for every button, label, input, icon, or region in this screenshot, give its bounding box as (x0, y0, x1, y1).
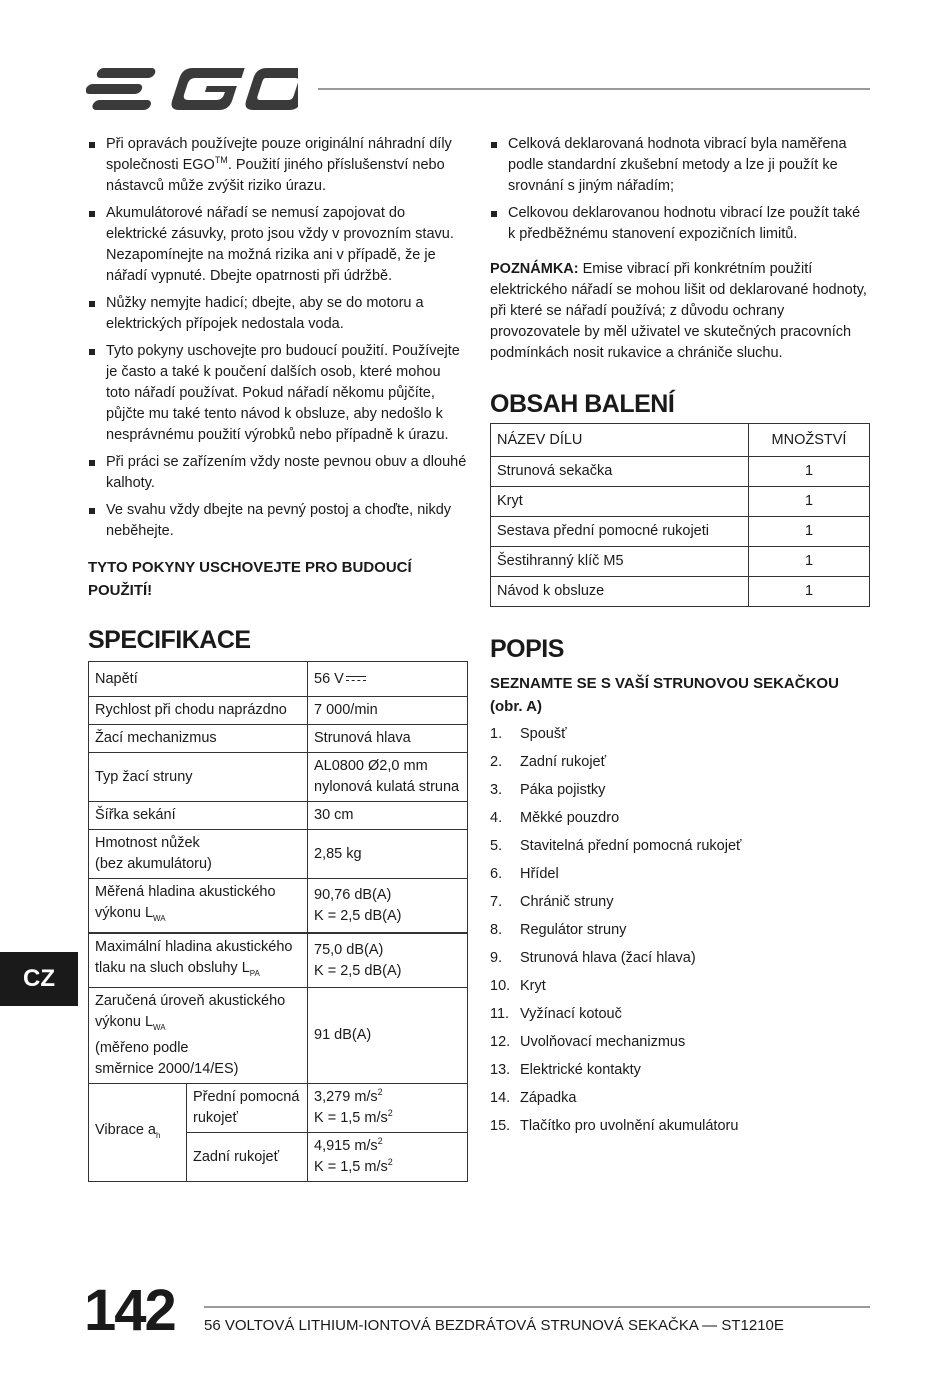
contents-title: OBSAH BALENÍ (490, 390, 675, 418)
list-item: Při práci se zařízením vždy noste pevnou obuv a dlouhé kalhoty. (88, 452, 468, 494)
description-subtitle: SEZNAMTE SE S VAŠÍ STRUNOVOU SEKAČKOU (obr. A) (490, 675, 839, 715)
table-row (491, 457, 870, 487)
table-cell: Typ žací struny (89, 753, 308, 802)
table-cell: Měřená hladina akustického výkonu $L_{WA}$ (89, 879, 308, 934)
list-item: Nůžky nemyjte hadicí; dbejte, aby se do motoru a elektrických přípojek nedostala voda. (88, 293, 468, 335)
table-cell: 1 (749, 517, 870, 547)
table-cell: 2,85 kg (308, 830, 468, 879)
vibration-note: POZNÁMKA: Emise vibrací při konkrétním použití elektrického nářadí se mohou lišit od deklarované hodnoty, při které se nářadí používá; z důvodu ochrany provozovatele by měl uživatel ve skutečných pracovních podmínkách nosit rukavice a chrániče sluchu. (490, 261, 867, 361)
left-column (88, 134, 468, 1182)
table-cell: Sestava přední pomocné rukojeti (491, 517, 749, 547)
table-cell: Maximální hladina akustického tlaku na sluch obsluhy $L_{PA}$ (89, 933, 308, 988)
table-cell: Strunová hlava (308, 725, 468, 753)
table-cell: 1 (749, 457, 870, 487)
table-row (89, 697, 468, 725)
table-cell: Kryt (491, 487, 749, 517)
table-row (89, 753, 468, 802)
parts-list (490, 724, 870, 1137)
table-row (89, 662, 468, 697)
list-item: 8. Regulátor struny (490, 922, 627, 938)
table-cell: 91 dB(A) (308, 988, 468, 1084)
spec-title: SPECIFIKACE (88, 626, 251, 654)
ego-logo (86, 64, 298, 114)
vibration-bullets (490, 134, 870, 245)
table-cell: 90,76 dB(A) K = 2,5 dB(A) (308, 879, 468, 934)
table-cell: Zaručená úroveň akustického výkonu $L_{WA}$ (měřeno podle směrnice 2000/14/ES) (89, 988, 308, 1084)
list-item: Celkovou deklarovanou hodnotu vibrací lze použít také k předběžnému stanovení expozičních limitů. (490, 203, 870, 245)
table-cell: Rychlost při chodu naprázdno (89, 697, 308, 725)
table-cell: Strunová sekačka (491, 457, 749, 487)
table-cell: 56 V (308, 662, 468, 697)
list-item: 7. Chránič struny (490, 894, 614, 910)
table-row (89, 988, 468, 1084)
list-item: 12. Uvolňovací mechanizmus (490, 1034, 686, 1050)
safety-bullets (88, 134, 468, 542)
table-cell: 7 000/min (308, 697, 468, 725)
table-cell: AL0800 Ø2,0 mm nylonová kulatá struna (308, 753, 468, 802)
table-cell: Šestihranný klíč M5 (491, 547, 749, 577)
table-header-row (491, 424, 870, 457)
table-row (89, 933, 468, 988)
list-item: 11. Vyžínací kotouč (490, 1006, 622, 1022)
table-row (89, 879, 468, 934)
table-cell: 30 cm (308, 802, 468, 830)
list-item: Při opravách používejte pouze originální náhradní díly společnosti EGO™. Použití jiného příslušenství nebo nástavců může zvýšit riziko úrazu. (88, 134, 468, 197)
header-rule (318, 88, 870, 90)
list-item: 13. Elektrické kontakty (490, 1062, 641, 1078)
table-cell: Zadní rukojeť (187, 1133, 308, 1182)
footer-title: 56 VOLTOVÁ LITHIUM-IONTOVÁ BEZDRÁTOVÁ STRUNOVÁ SEKAČKA — ST1210E (204, 1317, 784, 1334)
table-cell: Šířka sekání (89, 802, 308, 830)
list-item: 1. Spoušť (490, 726, 567, 742)
table-row (491, 487, 870, 517)
table-cell: Žací mechanizmus (89, 725, 308, 753)
language-tab: CZ (0, 952, 78, 1006)
list-item: Ve svahu vždy dbejte na pevný postoj a choďte, nikdy neběhejte. (88, 500, 468, 542)
list-item: 10. Kryt (490, 978, 546, 994)
list-item: Celková deklarovaná hodnota vibrací byla naměřena podle standardní zkušební metody a lze ji použít ke srovnání s jiným nářadím; (490, 134, 870, 197)
table-cell: 75,0 dB(A) K = 2,5 dB(A) (308, 933, 468, 988)
description-title: POPIS (490, 635, 564, 663)
list-item: 2. Zadní rukojeť (490, 754, 607, 770)
column-header: MNOŽSTVÍ (749, 424, 870, 457)
spec-table (88, 661, 468, 1182)
dc-symbol-icon (346, 675, 366, 683)
list-item: Akumulátorové nářadí se nemusí zapojovat do elektrické zásuvky, proto jsou vždy v provozním stavu. Nezapomínejte na možná rizika ani v případě, že je nářadí vypnuté. Dbejte opatrnosti při údržbě. (88, 203, 468, 287)
right-column (490, 134, 870, 1144)
page-number: 142 (84, 1278, 175, 1343)
table-row (89, 1084, 468, 1133)
save-instructions-note: TYTO POKYNY USCHOVEJTE PRO BUDOUCÍ POUŽITÍ! (88, 559, 412, 599)
table-cell: 1 (749, 487, 870, 517)
contents-table (490, 423, 870, 607)
table-cell: Přední pomocná rukojeť (187, 1084, 308, 1133)
table-row (89, 830, 468, 879)
list-item: 15. Tlačítko pro uvolnění akumulátoru (490, 1118, 739, 1134)
table-row (491, 517, 870, 547)
table-cell: Hmotnost nůžek (bez akumulátoru) (89, 830, 308, 879)
table-cell: 1 (749, 547, 870, 577)
table-cell: 4,915 $m/s^2$ K = 1,5 $m/s^2$ (308, 1133, 468, 1182)
footer-rule (204, 1306, 870, 1308)
list-item: 6. Hřídel (490, 866, 559, 882)
list-item: 3. Páka pojistky (490, 782, 606, 798)
table-row (491, 547, 870, 577)
table-cell: 3,279 $m/s^2$ K = 1,5 $m/s^2$ (308, 1084, 468, 1133)
table-row (89, 802, 468, 830)
list-item: Tyto pokyny uschovejte pro budoucí použití. Používejte je často a také k poučení dalších osob, které mohou toto nářadí používat. Pokud nářadí někomu půjčíte, půjčte mu také tento návod k obsluze, aby nedošlo k nesprávnému použití výrobků nebo případně k úrazu. (88, 341, 468, 446)
list-item: 5. Stavitelná přední pomocná rukojeť (490, 838, 742, 854)
table-cell: Vibrace $a_h$ (89, 1084, 187, 1182)
list-item: 4. Měkké pouzdro (490, 810, 620, 826)
table-cell: Návod k obsluze (491, 577, 749, 607)
table-cell: Napětí (89, 662, 308, 697)
table-row (491, 577, 870, 607)
table-row (89, 725, 468, 753)
column-header: NÁZEV DÍLU (491, 424, 749, 457)
list-item: 9. Strunová hlava (žací hlava) (490, 950, 696, 966)
list-item: 14. Západka (490, 1090, 577, 1106)
table-cell: 1 (749, 577, 870, 607)
